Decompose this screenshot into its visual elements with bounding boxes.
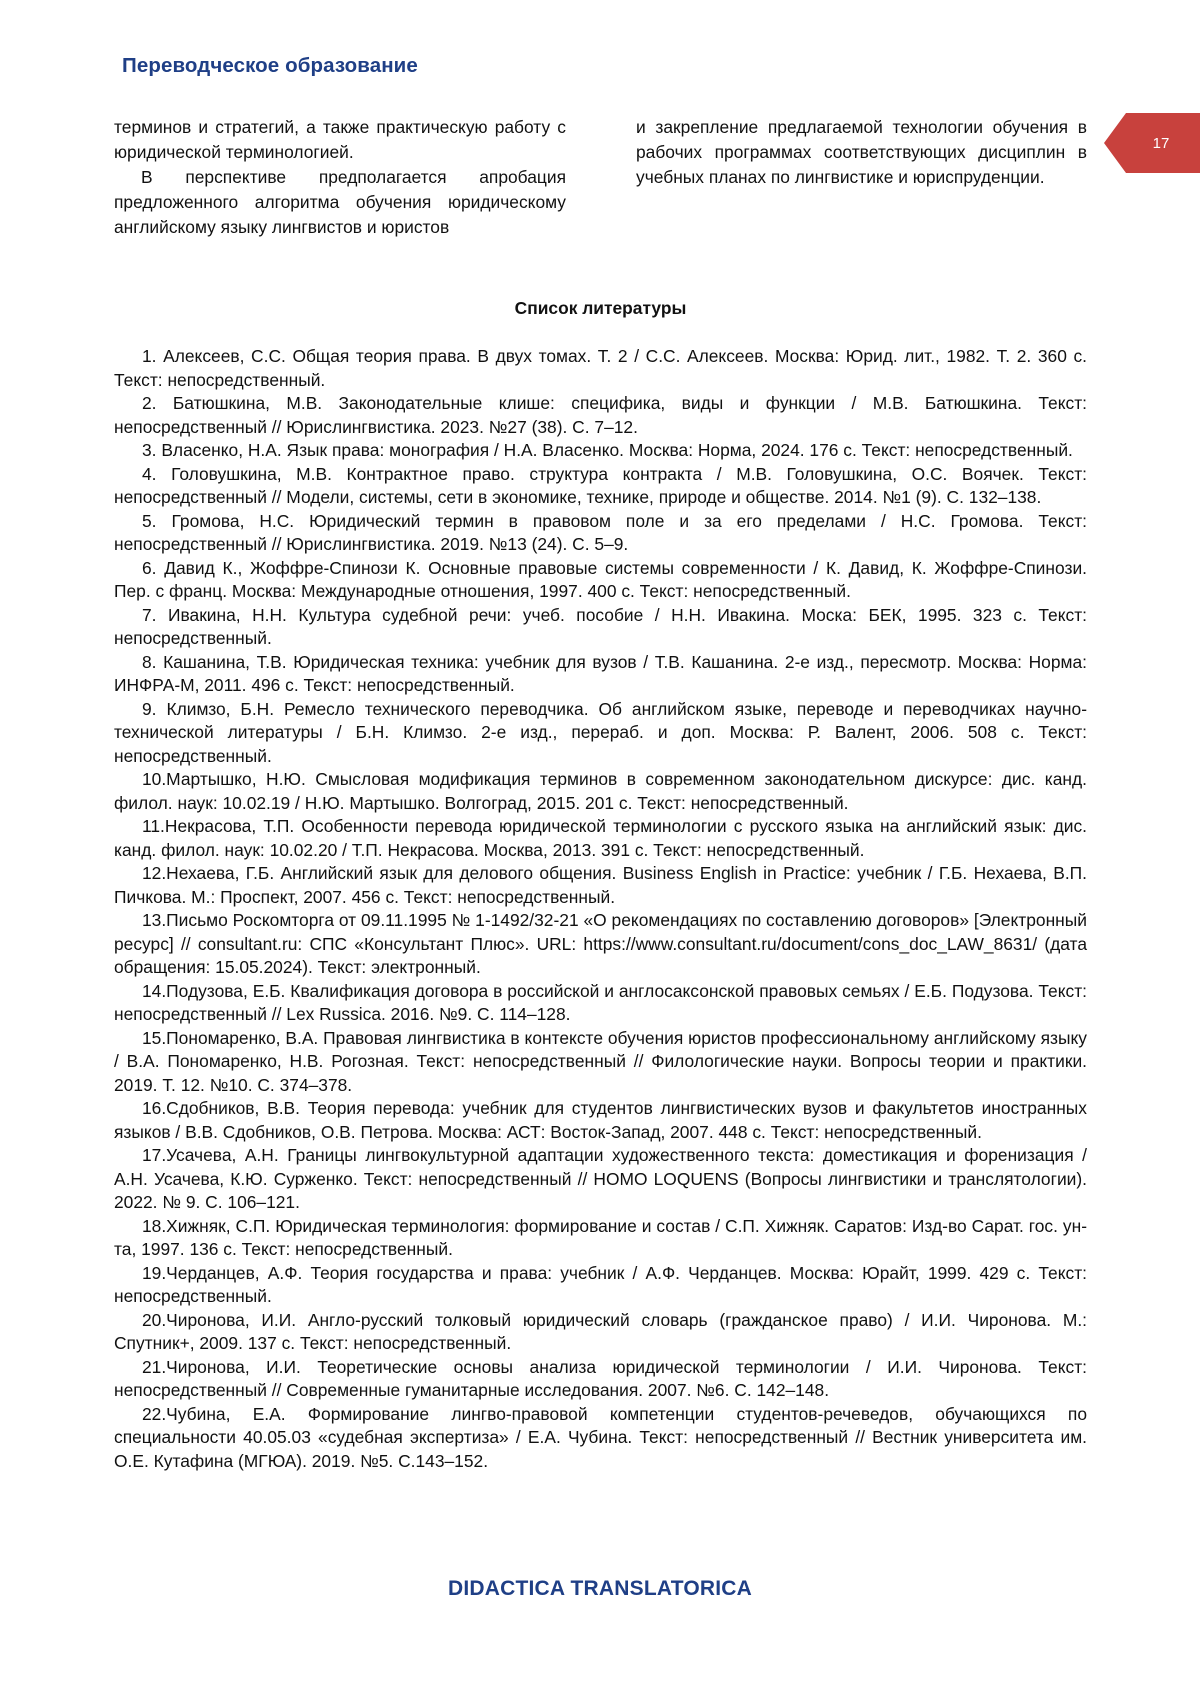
reference-item: 7. Ивакина, Н.Н. Культура судебной речи: учеб. пособие / Н.Н. Ивакина. Моска: БЕК, 1995. 323 с. Текст: непосредственный. <box>114 604 1087 648</box>
page-number-marker <box>1104 113 1200 173</box>
reference-item: 1. Алексеев, С.С. Общая теория права. В двух томах. Т. 2 / С.С. Алексеев. Москва: Юрид. лит., 1982. Т. 2. 360 с. Текст: непосредственный. <box>114 346 1087 390</box>
reference-item: 16.Сдобников, В.В. Теория перевода: учебник для студентов лингвистических вузов и факультетов иностранных языков / В.В. Сдобников, О.В. Петрова. Москва: АСТ: Восток-Запад, 2007. 448 с. Текст: непосредственный. <box>114 1098 1087 1142</box>
reference-item: 19.Черданцев, А.Ф. Теория государства и права: учебник / А.Ф. Черданцев. Москва: Юрайт, 1999. 429 с. Текст: непосредственный. <box>114 1262 1087 1306</box>
reference-item: 2. Батюшкина, М.В. Законодательные клише: специфика, виды и функции / М.В. Батюшкина. Текст: непосредственный // Юрислингвистика. 2023. №27 (38). С. 7–12. <box>114 393 1087 437</box>
reference-item: 21.Чиронова, И.И. Теоретические основы анализа юридической терминологии / И.И. Чиронова. Текст: непосредственный // Современные гуманитарные исследования. 2007. №6. С. 142–148. <box>114 1356 1087 1400</box>
reference-item: 15.Пономаренко, В.А. Правовая лингвистика в контексте обучения юристов профессиональному английскому языку / В.А. Пономаренко, Н.В. Рогозная. Текст: непосредственный // Филологические науки. Вопросы теории и практики. 2019. Т. 12. №10. С. 374–378. <box>114 1027 1087 1095</box>
body-column-left <box>114 115 566 240</box>
reference-item: 11.Некрасова, Т.П. Особенности перевода юридической терминологии с русского языка на английский язык: дис. канд. филол. наук: 10.02.20 / Т.П. Некрасова. Москва, 2013. 391 с. Текст: непосредственный. <box>114 816 1087 860</box>
reference-item: 14.Подузова, Е.Б. Квалификация договора в российской и англосаксонской правовых семьях / Е.Б. Подузова. Текст: непосредственный // Lex Russica. 2016. №9. С. 114–128. <box>114 980 1087 1024</box>
journal-footer-title: DIDACTICA TRANSLATORICA <box>447 1577 753 1600</box>
reference-item: 18.Хижняк, С.П. Юридическая терминология: формирование и состав / С.П. Хижняк. Саратов: Изд-во Сарат. гос. ун-та, 1997. 136 с. Текст: непосредственный. <box>114 1215 1087 1259</box>
body-paragraph: и закрепление предлагаемой технологии обучения в рабочих программах соответствующих дисциплин в учебных планах по лингвистике и юриспруденции. <box>636 117 1087 187</box>
body-paragraph: терминов и стратегий, а также практическую работу с юридической терминологией. <box>114 117 566 162</box>
reference-item: 9. Климзо, Б.Н. Ремесло технического переводчика. Об английском языке, переводе и переводчиках научно-технической литературы / Б.Н. Климзо. 2-е изд., перераб. и доп. Москва: Р. Валент, 2006. 508 с. Текст: непосредственный. <box>114 698 1087 766</box>
reference-item: 3. Власенко, Н.А. Язык права: монография / Н.А. Власенко. Москва: Норма, 2024. 176 с. Текст: непосредственный. <box>142 440 1073 460</box>
reference-item: 22.Чубина, Е.А. Формирование лингво-правовой компетенции студентов-речеведов, обучающихся по специальности 40.05.03 «судебная экспертиза» / Е.А. Чубина. Текст: непосредственный // Вестник университета им. О.Е. Кутафина (МГЮА). 2019. №5. С.143–152. <box>114 1403 1087 1471</box>
references-title: Список литературы <box>514 298 687 318</box>
reference-item: 6. Давид К., Жоффре-Спинози К. Основные правовые системы современности / К. Давид, К. Жоффре-Спинози. Пер. с франц. Москва: Международные отношения, 1997. 400 с. Текст: непосредственный. <box>114 557 1087 601</box>
references-list <box>114 345 1087 1473</box>
reference-item: 10.Мартышко, Н.Ю. Смысловая модификация терминов в современном законодательном дискурсе: дис. канд. филол. наук: 10.02.19 / Н.Ю. Мартышко. Волгоград, 2015. 201 с. Текст: непосредственный. <box>114 769 1087 813</box>
running-header: Переводческое образование <box>122 54 418 77</box>
body-column-right <box>636 115 1087 190</box>
reference-item: 4. Головушкина, М.В. Контрактное право. структура контракта / М.В. Головушкина, О.С. Воячек. Текст: непосредственный // Модели, системы, сети в экономике, технике, природе и обществе. 2014. №1 (9). С. 132–138. <box>114 463 1087 507</box>
reference-item: 13.Письмо Роскомторга от 09.11.1995 № 1-1492/32-21 «О рекомендациях по составлению договоров» [Электронный ресурс] // consultant.ru: СПС «Консультант Плюс». URL: https://www.consultant.ru/document/cons_doc_LAW_8631/ (дата обращения: 15.05.2024). Текст: электронный. <box>114 910 1087 977</box>
reference-item: 8. Кашанина, Т.В. Юридическая техника: учебник для вузов / Т.В. Кашанина. 2-е изд., пересмотр. Москва: Норма: ИНФРА-М, 2011. 496 с. Текст: непосредственный. <box>114 651 1087 695</box>
reference-item: 17.Усачева, А.Н. Границы лингвокультурной адаптации художественного текста: доместикация и форенизация / А.Н. Усачева, К.Ю. Сурженко. Текст: непосредственный // HOMO LOQUENS (Вопросы лингвистики и транслятологии). 2022. № 9. С. 106–121. <box>114 1145 1087 1212</box>
reference-item: 5. Громова, Н.С. Юридический термин в правовом поле и за его пределами / Н.С. Громова. Текст: непосредственный // Юрислингвистика. 2019. №13 (24). С. 5–9. <box>114 510 1087 554</box>
body-paragraph: В перспективе предполагается апробация предложенного алгоритма обучения юридическому английскому языку лингвистов и юристов <box>114 167 566 237</box>
reference-item: 20.Чиронова, И.И. Англо-русский толковый юридический словарь (гражданское право) / И.И. Чиронова. М.: Спутник+, 2009. 137 с. Текст: непосредственный. <box>114 1309 1087 1353</box>
reference-item: 12.Нехаева, Г.Б. Английский язык для делового общения. Business English in Practice: учебник / Г.Б. Нехаева, В.П. Пичкова. М.: Проспект, 2007. 456 с. Текст: непосредственный. <box>114 863 1087 907</box>
page-number: 17 <box>1152 135 1170 152</box>
